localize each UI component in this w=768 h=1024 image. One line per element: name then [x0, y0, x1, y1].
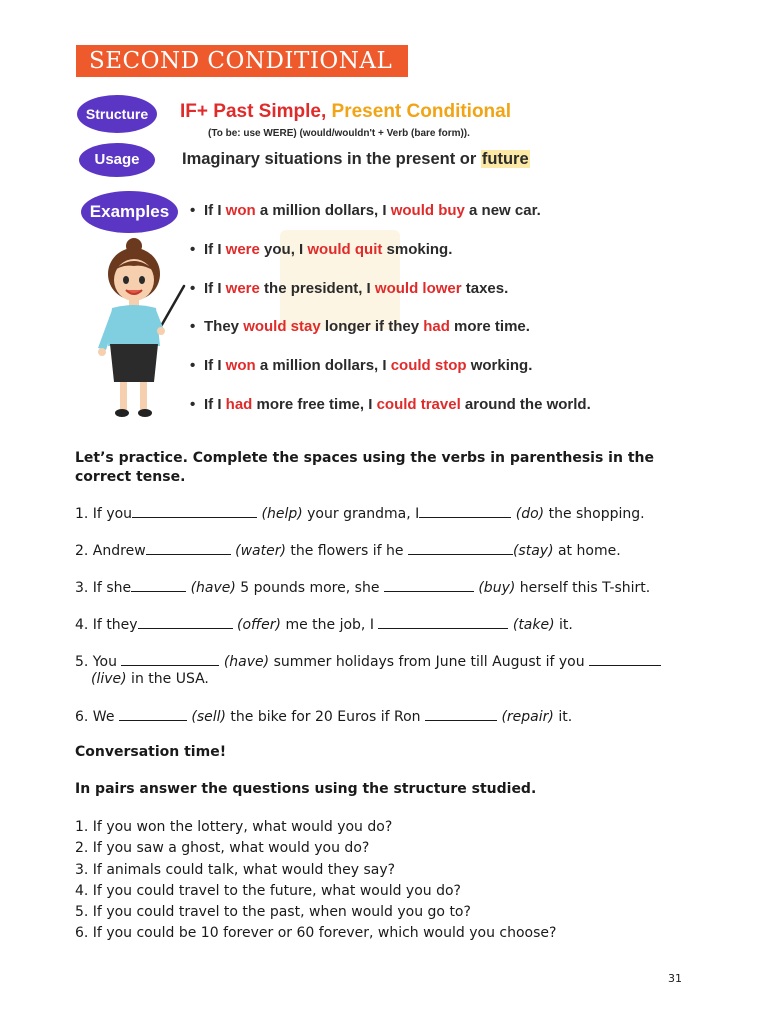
- exercise-text: your grandma, I: [302, 506, 420, 522]
- exercise-text: 5. You: [75, 654, 122, 670]
- answer-blank[interactable]: [589, 652, 661, 666]
- structure-if: IF: [180, 101, 197, 122]
- answer-blank[interactable]: [138, 615, 233, 629]
- exercise-verb-hint: (repair): [501, 709, 554, 725]
- example-verb: won: [225, 357, 256, 375]
- answer-blank[interactable]: [132, 504, 257, 518]
- question-item: 3. If animals could talk, what would they say?: [75, 861, 396, 878]
- example-item: [190, 199, 591, 238]
- structure-present-conditional: Present Conditional: [331, 101, 512, 122]
- exercise-text: summer holidays from June till August if you: [269, 654, 590, 670]
- structure-formula: [180, 101, 511, 123]
- structure-note: (To be: use WERE) (would/wouldn't + Verb (bare form)).: [208, 128, 470, 139]
- example-text: If I: [204, 202, 226, 219]
- answer-blank[interactable]: [425, 707, 497, 721]
- exercise-verb-hint: (sell): [191, 709, 226, 725]
- exercise-text: at home.: [553, 543, 621, 559]
- exercise-6: [75, 707, 572, 727]
- example-text: more time.: [449, 318, 530, 336]
- question-item: 1. If you won the lottery, what would you do?: [75, 819, 393, 835]
- exercise-text: herself this T-shirt.: [515, 580, 651, 596]
- usage-highlight: future: [481, 150, 529, 168]
- exercise-text: 3. If she: [75, 580, 132, 596]
- exercise-text: it.: [554, 617, 573, 633]
- answer-blank[interactable]: [146, 541, 231, 555]
- exercise-3: [75, 578, 650, 598]
- example-text: a new car.: [464, 202, 541, 219]
- exercise-4: [75, 615, 573, 635]
- exercise-verb-hint: (stay): [512, 543, 554, 559]
- examples-list: [190, 199, 591, 432]
- exercise-verb-hint: (take): [512, 617, 555, 633]
- exercise-1: [75, 504, 645, 524]
- teacher-illustration: [92, 236, 192, 420]
- exercise-text: it.: [553, 709, 573, 725]
- answer-blank[interactable]: [408, 541, 513, 555]
- example-verb: were: [225, 240, 260, 258]
- exercise-verb-hint: (live): [91, 671, 127, 687]
- exercise-text: 6. We: [75, 709, 119, 725]
- exercise-verb-hint: (offer): [237, 617, 281, 633]
- example-text: you, I: [259, 240, 308, 258]
- exercise-5: [75, 652, 661, 672]
- structure-past-simple: + Past Simple,: [196, 101, 332, 122]
- exercise-text: the flowers if he: [285, 543, 408, 559]
- example-item: [190, 315, 591, 354]
- example-text: working.: [466, 357, 533, 375]
- exercise-verb-hint: (have): [223, 654, 270, 670]
- exercise-5-continued: [91, 670, 209, 689]
- example-verb: would buy: [390, 202, 465, 219]
- exercise-text: the bike for 20 Euros if Ron: [225, 709, 426, 725]
- exercise-verb-hint: (have): [190, 580, 236, 596]
- example-text: If I: [204, 240, 226, 258]
- page-number: 31: [668, 972, 682, 985]
- answer-blank[interactable]: [119, 707, 187, 721]
- example-text: If I: [204, 279, 226, 297]
- example-verb: could travel: [376, 395, 461, 413]
- example-verb: were: [225, 279, 260, 297]
- page-title-banner: SECOND CONDITIONAL: [76, 45, 408, 77]
- example-verb: had: [423, 318, 450, 336]
- examples-label: Examples: [81, 191, 178, 233]
- example-item: [190, 354, 591, 393]
- example-verb: would stay: [243, 318, 321, 336]
- pairs-instruction: In pairs answer the questions using the structure studied.: [75, 781, 537, 797]
- example-verb: would quit: [307, 240, 383, 258]
- example-verb: could stop: [390, 357, 467, 375]
- example-verb: won: [225, 202, 256, 219]
- exercise-verb-hint: (do): [515, 506, 545, 522]
- example-text: If I: [204, 357, 226, 375]
- answer-blank[interactable]: [131, 578, 186, 592]
- example-text: If I: [204, 395, 226, 413]
- example-item: [190, 393, 591, 432]
- example-text: a million dollars, I: [255, 202, 391, 219]
- example-text: around the world.: [460, 395, 591, 413]
- usage-text-main: Imaginary situations in the present or: [182, 150, 481, 168]
- questions-list: [75, 817, 556, 945]
- example-text: a million dollars, I: [255, 357, 391, 375]
- exercise-2: [75, 541, 621, 561]
- exercise-text: me the job, I: [281, 617, 379, 633]
- example-text: more free time, I: [252, 395, 377, 413]
- example-verb: had: [225, 395, 253, 413]
- practice-instruction: Let’s practice. Complete the spaces using the verbs in parenthesis in the correct tense.: [75, 450, 654, 485]
- answer-blank[interactable]: [378, 615, 508, 629]
- exercise-text: in the USA.: [126, 671, 209, 687]
- example-text: longer if they: [320, 318, 424, 336]
- exercise-text: the shopping.: [544, 506, 645, 522]
- answer-blank[interactable]: [384, 578, 474, 592]
- exercise-text: 2. Andrew: [75, 543, 146, 559]
- question-item: 2. If you saw a ghost, what would you do?: [75, 840, 370, 857]
- exercise-verb-hint: (help): [261, 506, 303, 522]
- example-text: smoking.: [382, 240, 453, 258]
- example-text: the president, I: [259, 279, 375, 297]
- usage-label: Usage: [79, 143, 155, 177]
- conversation-heading: Conversation time!: [75, 744, 227, 760]
- usage-text: [182, 150, 530, 169]
- answer-blank[interactable]: [419, 504, 511, 518]
- exercise-verb-hint: (buy): [478, 580, 516, 596]
- example-item: [190, 238, 591, 277]
- answer-blank[interactable]: [121, 652, 219, 666]
- exercise-text: 5 pounds more, she: [235, 580, 384, 596]
- question-item: 6. If you could be 10 forever or 60 forever, which would you choose?: [75, 925, 557, 942]
- question-item: 4. If you could travel to the future, what would you do?: [75, 882, 461, 899]
- structure-label: Structure: [77, 95, 157, 133]
- exercise-text: 1. If you: [75, 506, 133, 522]
- example-text: taxes.: [461, 279, 509, 297]
- example-text: They: [204, 318, 244, 336]
- exercise-text: 4. If they: [75, 617, 138, 633]
- example-verb: would lower: [374, 279, 462, 297]
- question-item: 5. If you could travel to the past, when would you go to?: [75, 904, 471, 921]
- exercise-verb-hint: (water): [235, 543, 286, 559]
- example-item: [190, 277, 591, 316]
